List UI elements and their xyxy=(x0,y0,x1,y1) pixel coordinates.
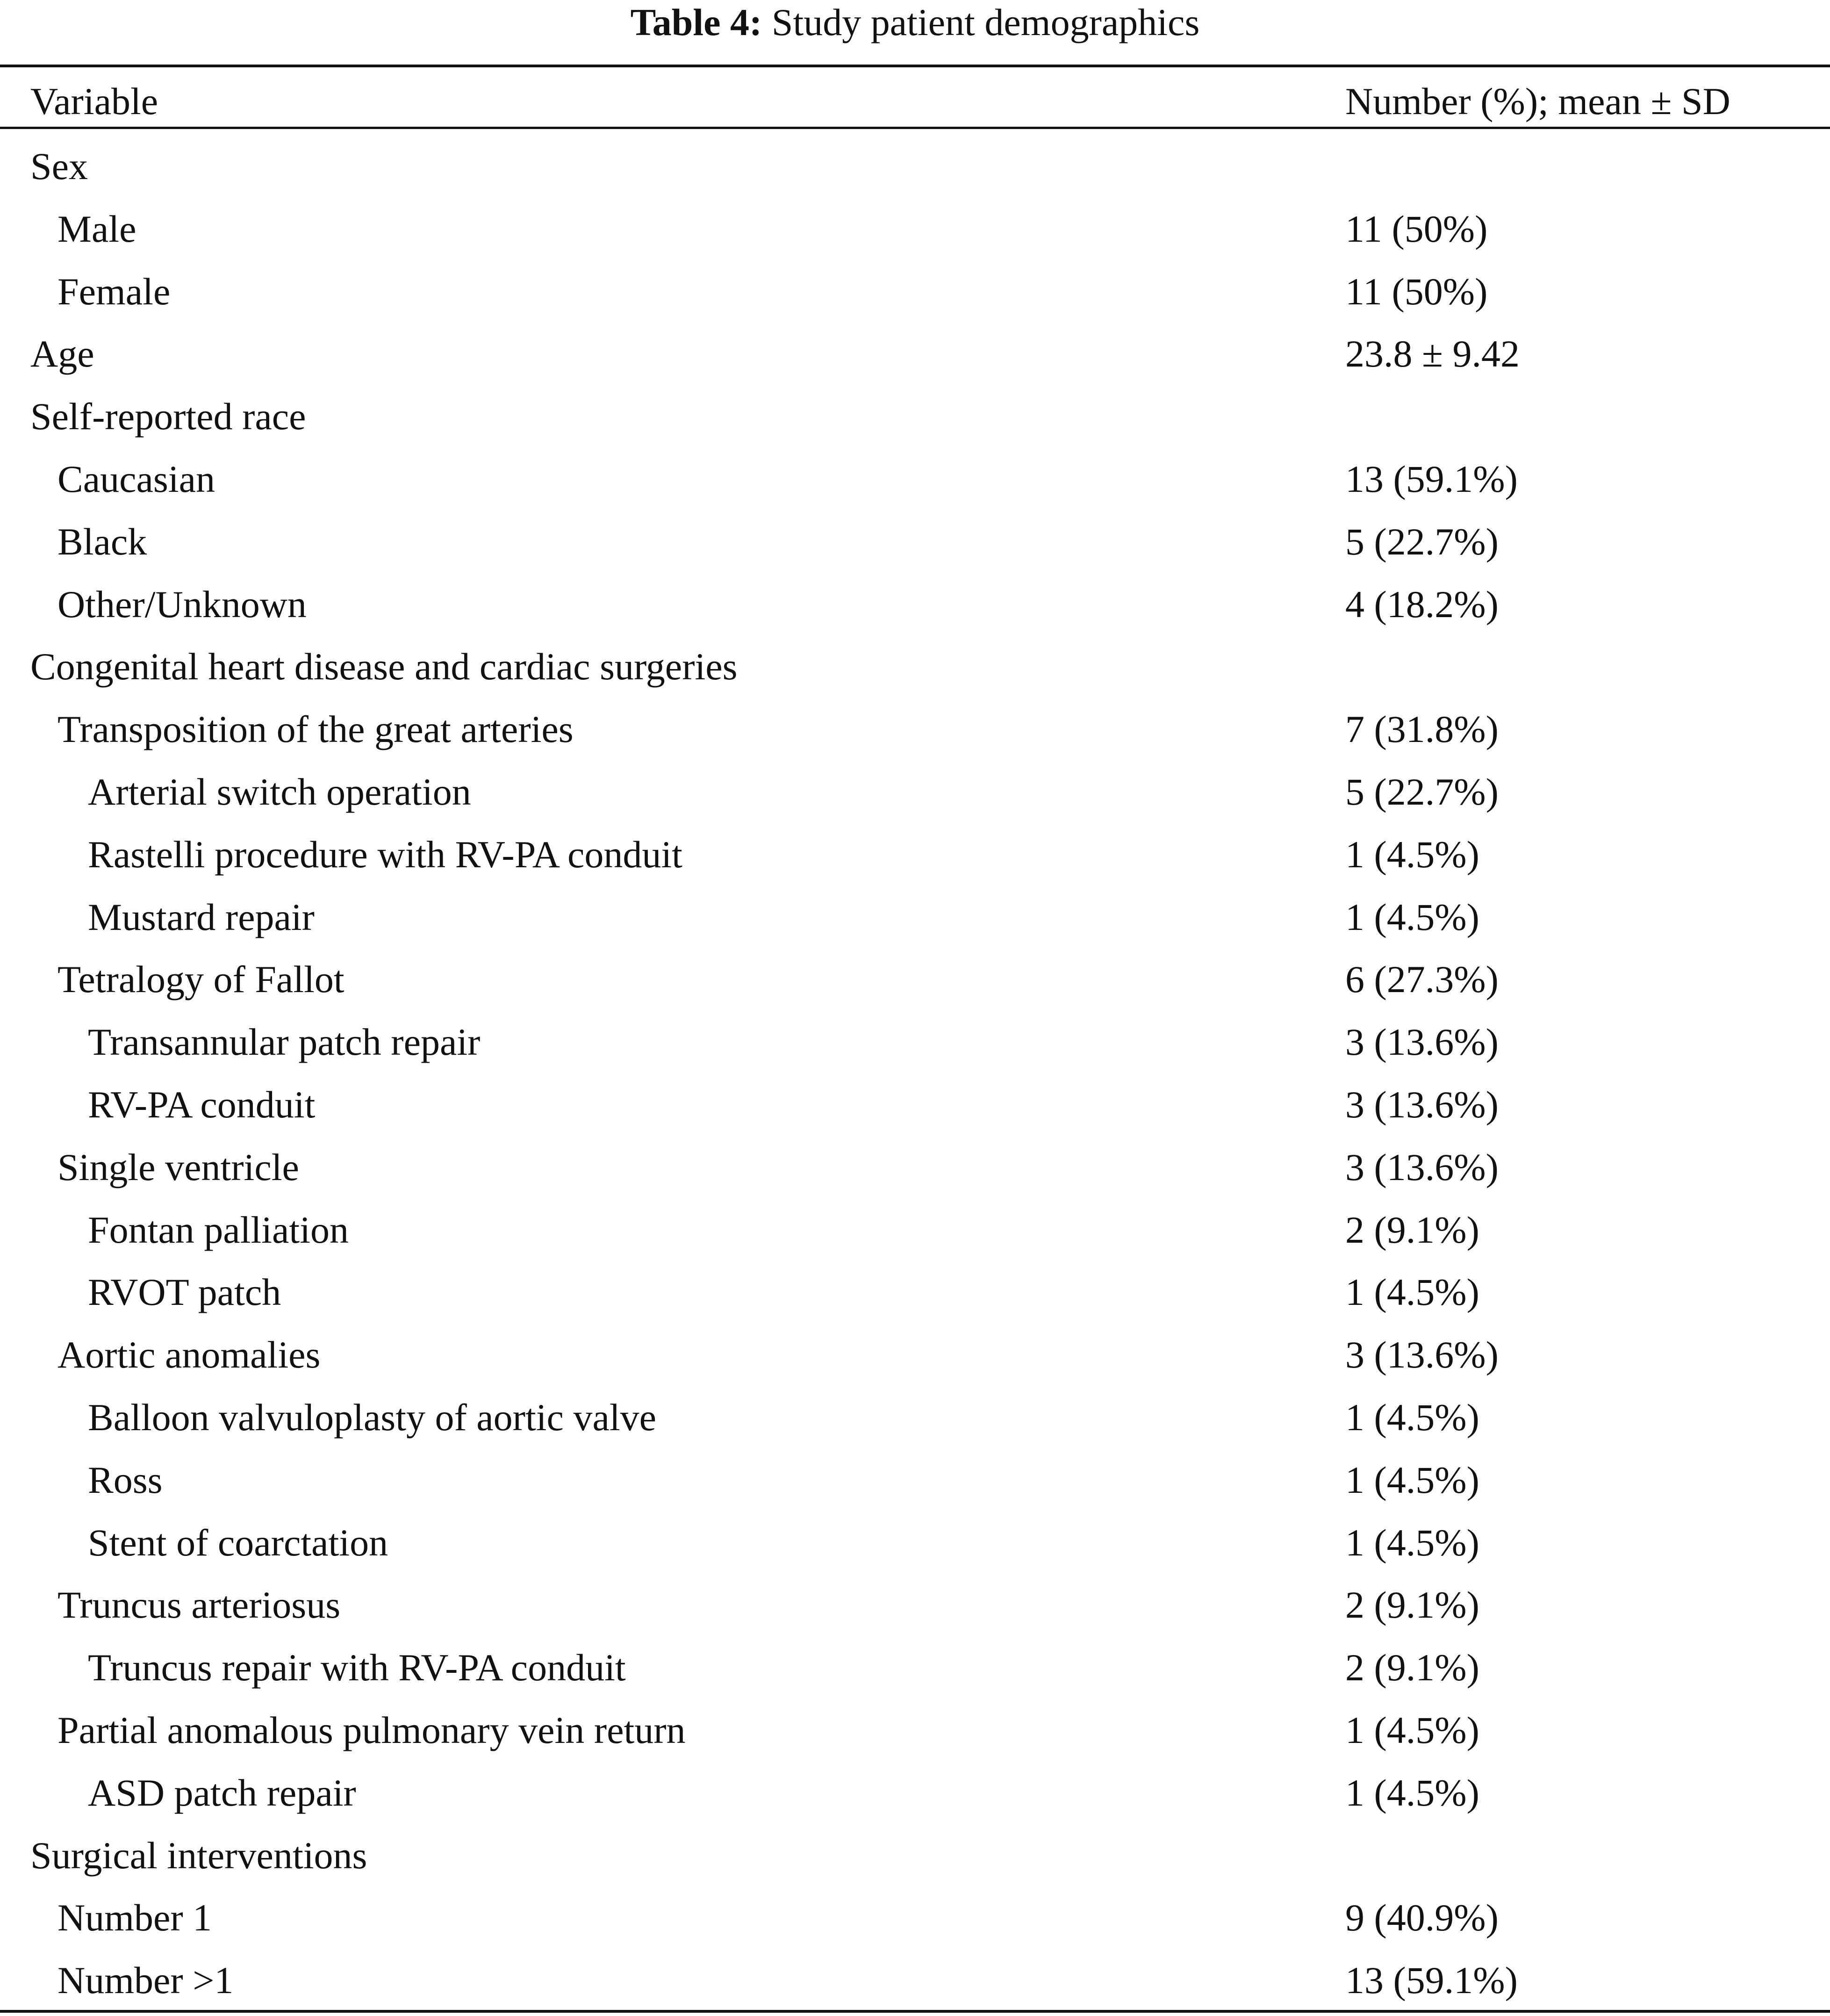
table-row xyxy=(0,1952,1830,2015)
row-variable: ASD patch repair xyxy=(88,1771,356,1814)
table-row xyxy=(0,138,1830,201)
row-value: 1 (4.5%) xyxy=(1345,1271,1479,1314)
row-variable: Caucasian xyxy=(57,457,215,500)
row-variable: Other/Unknown xyxy=(57,583,307,626)
row-value: 5 (22.7%) xyxy=(1345,770,1499,813)
table-row xyxy=(0,1389,1830,1452)
table-row xyxy=(0,1889,1830,1952)
table-row xyxy=(0,1452,1830,1514)
row-variable: Number 1 xyxy=(57,1896,212,1939)
table-row xyxy=(0,1014,1830,1076)
row-variable: Stent of coarctation xyxy=(88,1521,388,1564)
row-value: 13 (59.1%) xyxy=(1345,457,1518,500)
table-row xyxy=(0,951,1830,1014)
row-value: 2 (9.1%) xyxy=(1345,1584,1479,1627)
row-variable: Balloon valvuloplasty of aortic valve xyxy=(88,1396,657,1439)
row-variable: Male xyxy=(57,207,136,250)
row-variable: Black xyxy=(57,520,147,563)
row-value: 13 (59.1%) xyxy=(1345,1959,1518,2002)
row-value: 1 (4.5%) xyxy=(1345,895,1479,938)
table-row xyxy=(0,1827,1830,1890)
row-value: 4 (18.2%) xyxy=(1345,583,1499,626)
table-row xyxy=(0,451,1830,513)
table-row xyxy=(0,889,1830,951)
table-row xyxy=(0,701,1830,763)
row-variable: Partial anomalous pulmonary vein return xyxy=(57,1708,686,1751)
row-value: 6 (27.3%) xyxy=(1345,958,1499,1001)
row-value: 1 (4.5%) xyxy=(1345,1458,1479,1501)
row-variable: RVOT patch xyxy=(88,1271,281,1314)
row-variable: Self-reported race xyxy=(30,395,306,438)
row-value: 2 (9.1%) xyxy=(1345,1646,1479,1689)
table-row xyxy=(0,576,1830,639)
row-variable: RV-PA conduit xyxy=(88,1083,316,1126)
row-variable: Single ventricle xyxy=(57,1145,299,1188)
row-variable: Fontan palliation xyxy=(88,1208,349,1251)
column-header-variable: Variable xyxy=(30,80,158,122)
table-row xyxy=(0,1202,1830,1264)
row-variable: Age xyxy=(30,332,94,375)
row-variable: Truncus repair with RV-PA conduit xyxy=(88,1646,626,1689)
row-value: 11 (50%) xyxy=(1345,207,1488,250)
row-variable: Sex xyxy=(30,145,88,187)
row-value: 3 (13.6%) xyxy=(1345,1083,1499,1126)
row-variable: Number >1 xyxy=(57,1959,234,2002)
row-variable: Surgical interventions xyxy=(30,1834,367,1877)
row-value: 7 (31.8%) xyxy=(1345,708,1499,751)
table-row xyxy=(0,1514,1830,1577)
table-header-row xyxy=(0,70,1830,127)
row-value: 23.8 ± 9.42 xyxy=(1345,332,1520,375)
row-variable: Transannular patch repair xyxy=(88,1021,481,1064)
row-variable: Mustard repair xyxy=(88,895,315,938)
row-value: 3 (13.6%) xyxy=(1345,1145,1499,1188)
row-value: 5 (22.7%) xyxy=(1345,520,1499,563)
table-row xyxy=(0,201,1830,263)
row-value: 1 (4.5%) xyxy=(1345,1771,1479,1814)
row-variable: Ross xyxy=(88,1458,163,1501)
row-value: 1 (4.5%) xyxy=(1345,1521,1479,1564)
table-row xyxy=(0,388,1830,451)
table-row xyxy=(0,1764,1830,1827)
table-top-rule xyxy=(0,65,1830,67)
row-value: 1 (4.5%) xyxy=(1345,833,1479,876)
table-caption xyxy=(0,0,1830,44)
table-row xyxy=(0,1139,1830,1202)
table-caption-text: Study patient demographics xyxy=(771,1,1200,43)
row-variable: Arterial switch operation xyxy=(88,770,471,813)
row-value: 1 (4.5%) xyxy=(1345,1396,1479,1439)
row-value: 3 (13.6%) xyxy=(1345,1021,1499,1064)
table-row xyxy=(0,1076,1830,1139)
table-row xyxy=(0,826,1830,889)
column-header-value: Number (%); mean ± SD xyxy=(1345,80,1730,122)
table-row xyxy=(0,1264,1830,1326)
table-row xyxy=(0,1639,1830,1702)
table-row xyxy=(0,763,1830,826)
row-value: 1 (4.5%) xyxy=(1345,1708,1479,1751)
table-bottom-rule xyxy=(0,2010,1830,2013)
row-variable: Congenital heart disease and cardiac surgeries xyxy=(30,645,738,688)
row-value: 11 (50%) xyxy=(1345,270,1488,313)
table-body xyxy=(0,138,1830,2015)
row-variable: Aortic anomalies xyxy=(57,1333,321,1376)
row-value: 3 (13.6%) xyxy=(1345,1333,1499,1376)
table-caption-label: Table 4: xyxy=(630,1,762,43)
row-variable: Rastelli procedure with RV-PA conduit xyxy=(88,833,682,876)
table-row xyxy=(0,1326,1830,1389)
table-row xyxy=(0,1702,1830,1764)
row-variable: Transposition of the great arteries xyxy=(57,708,574,751)
table-header-rule xyxy=(0,127,1830,129)
table-row xyxy=(0,325,1830,388)
table-row xyxy=(0,1577,1830,1639)
row-value: 2 (9.1%) xyxy=(1345,1208,1479,1251)
table-row xyxy=(0,638,1830,701)
row-variable: Tetralogy of Fallot xyxy=(57,958,344,1001)
table-row xyxy=(0,263,1830,326)
row-value: 9 (40.9%) xyxy=(1345,1896,1499,1939)
row-variable: Female xyxy=(57,270,171,313)
table-row xyxy=(0,513,1830,576)
row-variable: Truncus arteriosus xyxy=(57,1584,341,1627)
